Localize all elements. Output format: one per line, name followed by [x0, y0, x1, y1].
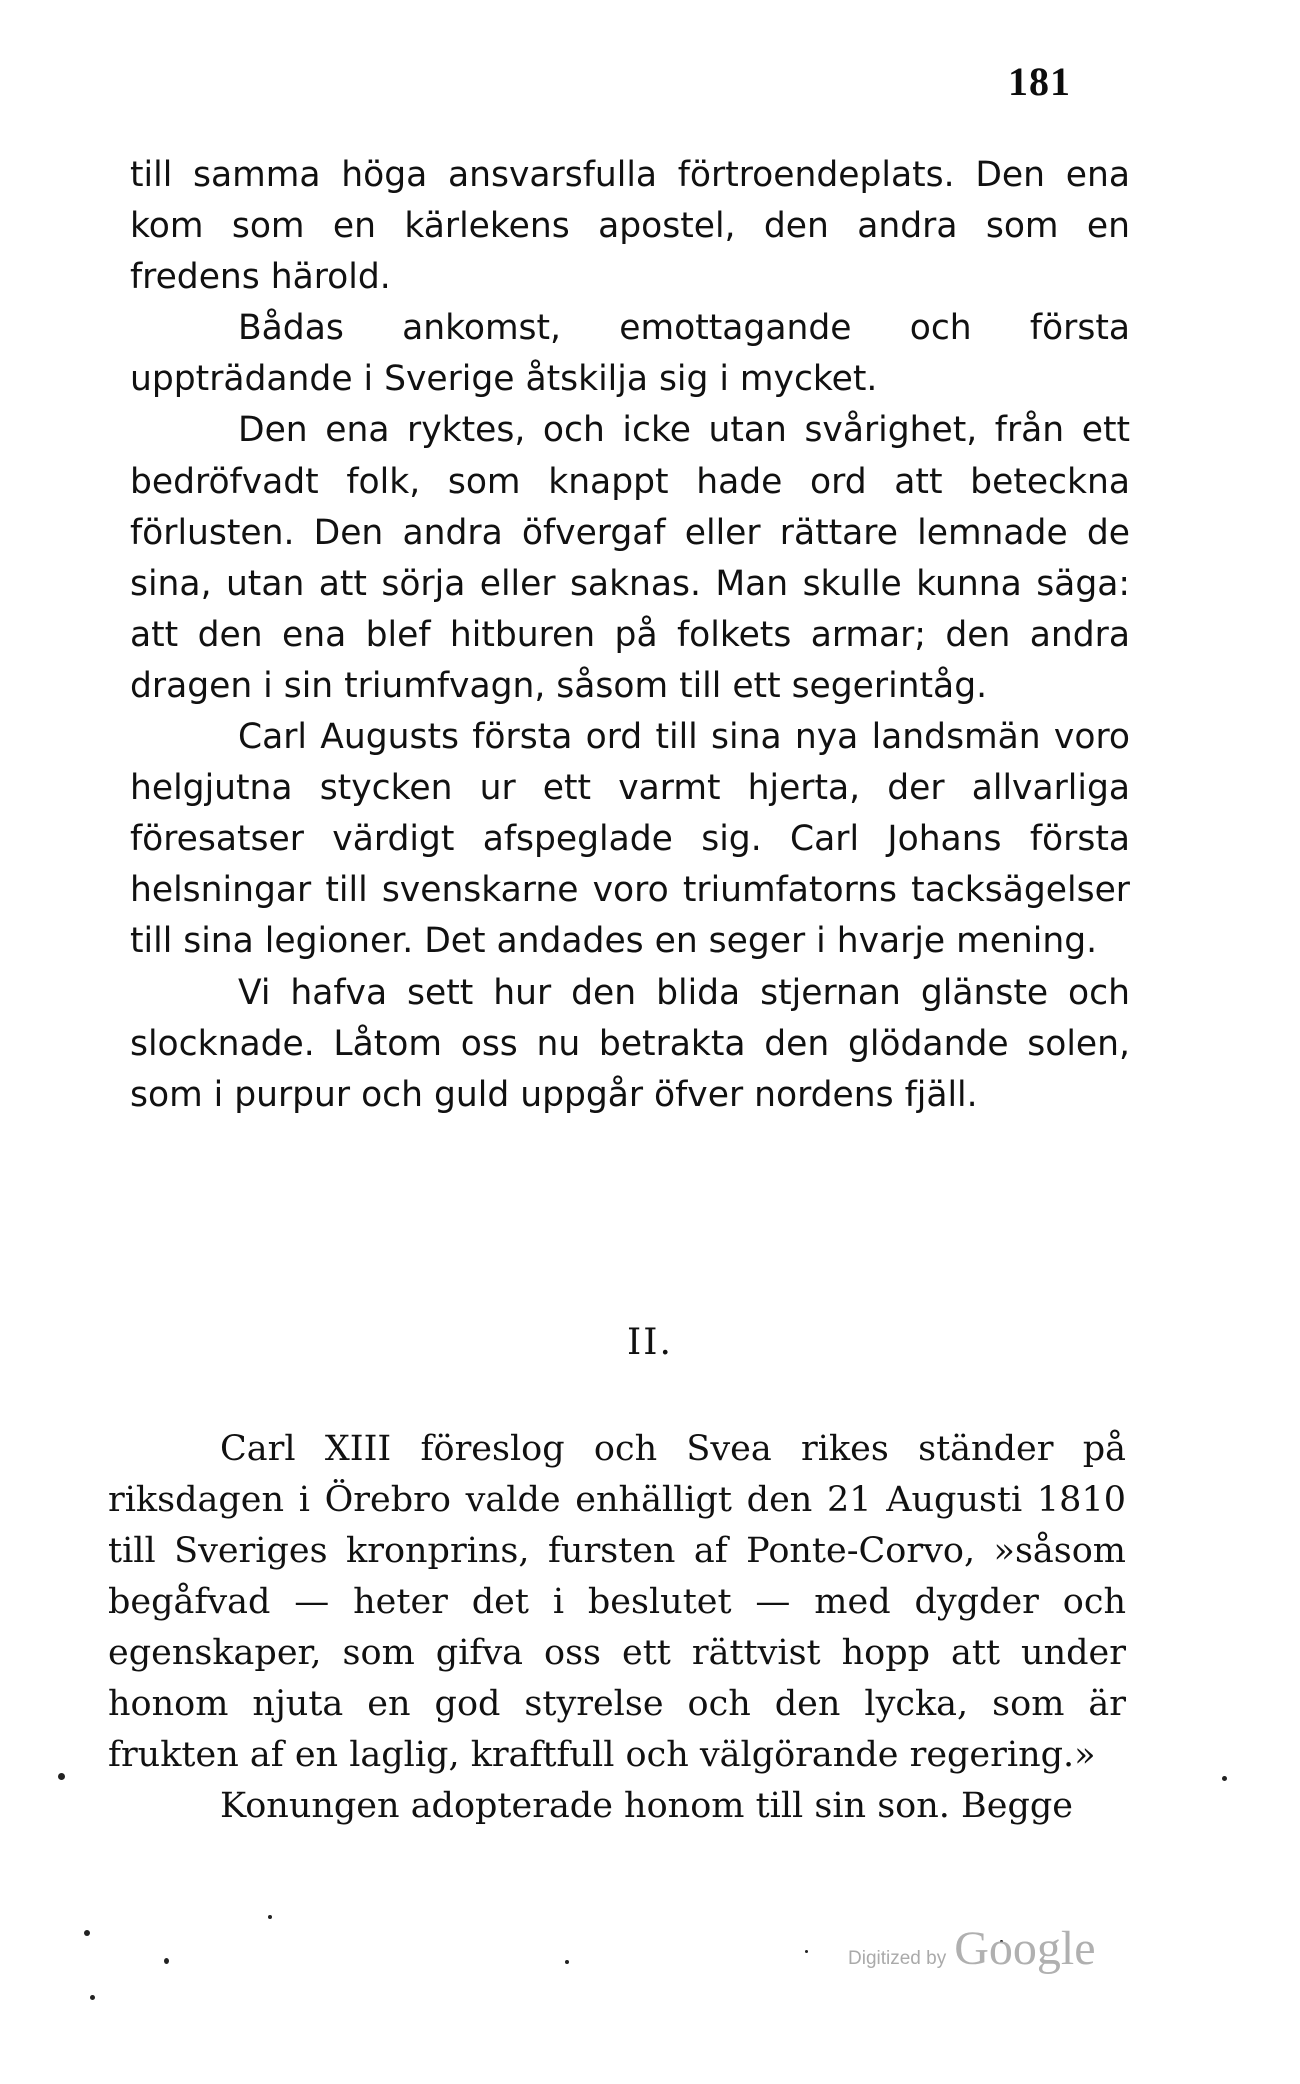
paragraph: Carl Augusts första ord till sina nya landsmän voro helgjutna stycken ur ett varmt hjerta, der allvarliga föresatser värdigt afspeglade sig. Carl Johans första helsningar till svenskarne voro triumfatorns tacksägelser till sina legioner. Det andades en seger i hvarje mening. — [130, 717, 1130, 962]
scan-speck — [565, 1960, 569, 1964]
scan-speck — [58, 1773, 65, 1780]
scan-speck — [90, 1995, 95, 2000]
digitized-watermark — [848, 1921, 1096, 1976]
page-number: 181 — [1008, 59, 1071, 104]
section-heading: II. — [627, 1322, 673, 1363]
section-text-block — [108, 1424, 1126, 1832]
scan-speck — [268, 1915, 272, 1919]
paragraph: Den ena ryktes, och icke utan svårighet, från ett bedröfvadt folk, som knappt hade ord att beteckna förlusten. Den andra öfvergaf eller rättare lemnade de sina, utan att sörja eller saknas. Man skulle kunna säga: att den ena blef hitburen på folkets armar; den andra dragen i sin triumfvagn, såsom till ett segerintåg. — [130, 410, 1130, 706]
paragraph: Bådas ankomst, emottagande och första uppträdande i Sverige åtskilja sig i mycket. — [130, 308, 1130, 400]
google-logo: Google — [954, 1922, 1096, 1975]
scan-speck — [805, 1950, 808, 1953]
main-text-block — [130, 150, 1130, 1121]
paragraph: Konungen adopterade honom till sin son. Begge — [220, 1786, 1073, 1826]
watermark-prefix: Digitized by — [848, 1948, 947, 1969]
paragraph: till samma höga ansvarsfulla förtroendeplats. Den ena kom som en kärlekens apostel, den andra som en fredens härold. — [130, 155, 1130, 298]
scan-speck — [164, 1958, 169, 1964]
scan-speck — [1222, 1776, 1227, 1781]
scan-speck — [84, 1930, 90, 1936]
paragraph: Carl XIII föreslog och Svea rikes ständer på riksdagen i Örebro valde enhälligt den 21 Augusti 1810 till Sveriges kronprins, fursten af Ponte-Corvo, »såsom begåfvad — heter det i beslutet — med dygder och egenskaper, som gifva oss ett rättvist hopp att under honom njuta en god styrelse och den lycka, som är frukten af en laglig, kraftfull och välgörande regering.» — [108, 1429, 1126, 1775]
paragraph: Vi hafva sett hur den blida stjernan glänste och slocknade. Låtom oss nu betrakta den glödande solen, som i purpur och guld uppgår öfver nordens fjäll. — [130, 972, 1130, 1115]
